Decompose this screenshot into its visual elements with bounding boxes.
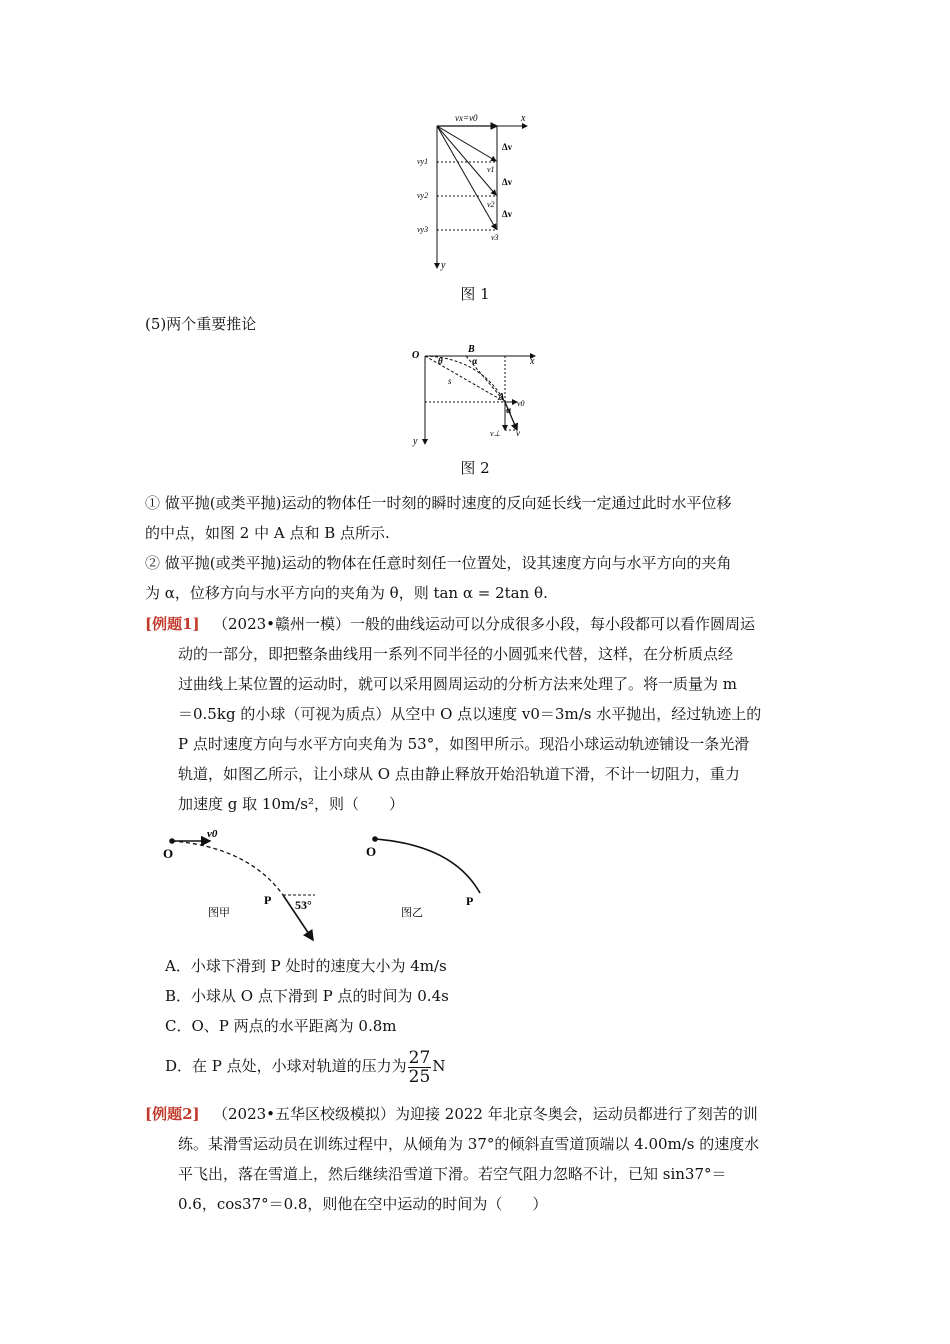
example-1-option-d[interactable] xyxy=(165,1046,445,1086)
example-2-line-3: 平飞出，落在雪道上，然后继续沿雪道下滑。若空气阻力忽略不计，已知 sin37°＝ xyxy=(178,1165,727,1183)
ex1-fig-O-right: O xyxy=(366,844,377,859)
fig1-label-vy2: vy2 xyxy=(417,191,429,200)
fig1-label-dv2: Δv xyxy=(502,177,513,187)
fig1-label-dv3: Δv xyxy=(502,209,513,219)
inference-2-line-1: ② 做平抛(或类平抛)运动的物体在任意时刻任一位置处，设其速度方向与水平方向的夹角 xyxy=(145,554,732,572)
example-1-option-d-unit: N xyxy=(432,1057,446,1075)
fig1-label-x: x xyxy=(521,113,526,124)
fig2-label-v: v xyxy=(516,428,520,438)
figure-1-caption: 图 1 xyxy=(460,285,490,303)
example-1-line-2: 动的一部分，即把整条曲线用一系列不同半径的小圆弧来代替，这样，在分析质点经 xyxy=(178,645,734,663)
fig1-label-v1: v1 xyxy=(487,165,495,174)
example-1-line-3: 过曲线上某位置的运动时，就可以采用圆周运动的分析方法来处理了。将一质量为 m xyxy=(178,675,737,693)
fig2-label-theta: θ xyxy=(438,356,443,366)
ex1-fig-P-right: P xyxy=(466,894,474,908)
example-1-figure xyxy=(158,825,498,950)
example-1-line-4: ＝0.5kg 的小球（可视为质点）从空中 O 点以速度 v0＝3m/s 水平抛出，经过轨迹上的 xyxy=(178,705,762,723)
example-1-option-b[interactable]: B．小球从 O 点下滑到 P 点的时间为 0.4s xyxy=(165,987,449,1005)
inference-1 xyxy=(145,488,805,548)
example-1-option-d-fraction xyxy=(408,1049,432,1086)
inference-2-line-2: 为 α，位移方向与水平方向的夹角为 θ，则 tan α = 2tan θ. xyxy=(145,584,548,602)
example-1-option-c[interactable]: C．O、P 两点的水平距离为 0.8m xyxy=(165,1017,397,1035)
section-5-title: (5)两个重要推论 xyxy=(145,315,257,333)
fig2-label-B: B xyxy=(468,344,475,355)
ex1-fig-P-left: P xyxy=(264,893,272,907)
figure-1-diagram xyxy=(415,110,540,275)
example-1-line-1: （2023•赣州一模）一般的曲线运动可以分成很多小段，每小段都可以看作圆周运 xyxy=(213,615,756,633)
ex1-fig-O-left: O xyxy=(163,846,174,861)
example-1-body xyxy=(178,639,805,819)
fig2-label-x: x xyxy=(530,356,535,367)
ex1-fig-caption-left: 图甲 xyxy=(208,907,230,919)
inference-1-line-1: ① 做平抛(或类平抛)运动的物体任一时刻的瞬时速度的反向延长线一定通过此时水平位移 xyxy=(145,494,732,512)
fig2-label-alpha-top: α xyxy=(472,356,478,366)
fraction-denominator: 25 xyxy=(408,1066,431,1087)
example-2-line-2: 练。某滑雪运动员在训练过程中，从倾角为 37°的倾斜直雪道顶端以 4.00m/s 的速度水 xyxy=(178,1135,760,1153)
fig2-label-O: O xyxy=(412,350,420,361)
fig1-label-v2: v2 xyxy=(487,200,495,209)
ex1-fig-angle: 53° xyxy=(295,898,312,912)
fig2-label-vperp: v⊥ xyxy=(490,429,501,438)
fig2-label-A: A xyxy=(498,392,505,403)
example-1-option-d-text: D．在 P 点处，小球对轨道的压力为 xyxy=(165,1057,407,1075)
fig1-label-vy1: vy1 xyxy=(417,157,429,166)
example-2-line-1: （2023•五华区校级模拟）为迎接 2022 年北京冬奥会，运动员都进行了刻苦的训 xyxy=(213,1105,758,1123)
example-2-tag: [例题2] xyxy=(145,1105,200,1123)
figure-2-diagram xyxy=(410,340,545,450)
fig1-label-dv1: Δv xyxy=(502,142,513,152)
example-1-option-a[interactable]: A．小球下滑到 P 处时的速度大小为 4m/s xyxy=(165,957,447,975)
figure-2-caption: 图 2 xyxy=(460,459,490,477)
fig2-label-alpha-a: α xyxy=(506,405,512,415)
example-1-line-7: 加速度 g 取 10m/s²，则（ ） xyxy=(178,795,404,813)
fig1-label-top: vx=v0 xyxy=(455,113,478,123)
fig2-label-s: s xyxy=(448,376,452,386)
ex1-fig-caption-right: 图乙 xyxy=(401,907,423,919)
example-2-body xyxy=(178,1129,805,1219)
inference-1-line-2: 的中点，如图 2 中 A 点和 B 点所示. xyxy=(145,524,390,542)
fig1-label-y: y xyxy=(441,260,446,271)
fig1-label-vy3: vy3 xyxy=(417,225,429,234)
ex1-fig-v0: v0 xyxy=(207,828,218,840)
example-1-line-5: P 点时速度方向与水平方向夹角为 53°，如图甲所示。现沿小球运动轨迹铺设一条光滑 xyxy=(178,735,750,753)
fig2-label-y: y xyxy=(413,436,418,447)
example-2-line-4: 0.6，cos37°＝0.8，则他在空中运动的时间为（ ） xyxy=(178,1195,548,1213)
fig2-label-v0: v0 xyxy=(517,399,525,408)
fig1-label-v3: v3 xyxy=(491,233,499,242)
inference-2 xyxy=(145,548,805,608)
example-1-tag: [例题1] xyxy=(145,615,200,633)
fraction-numerator: 27 xyxy=(408,1047,431,1068)
example-1-line-6: 轨道，如图乙所示，让小球从 O 点由静止释放开始沿轨道下滑，不计一切阻力，重力 xyxy=(178,765,740,783)
